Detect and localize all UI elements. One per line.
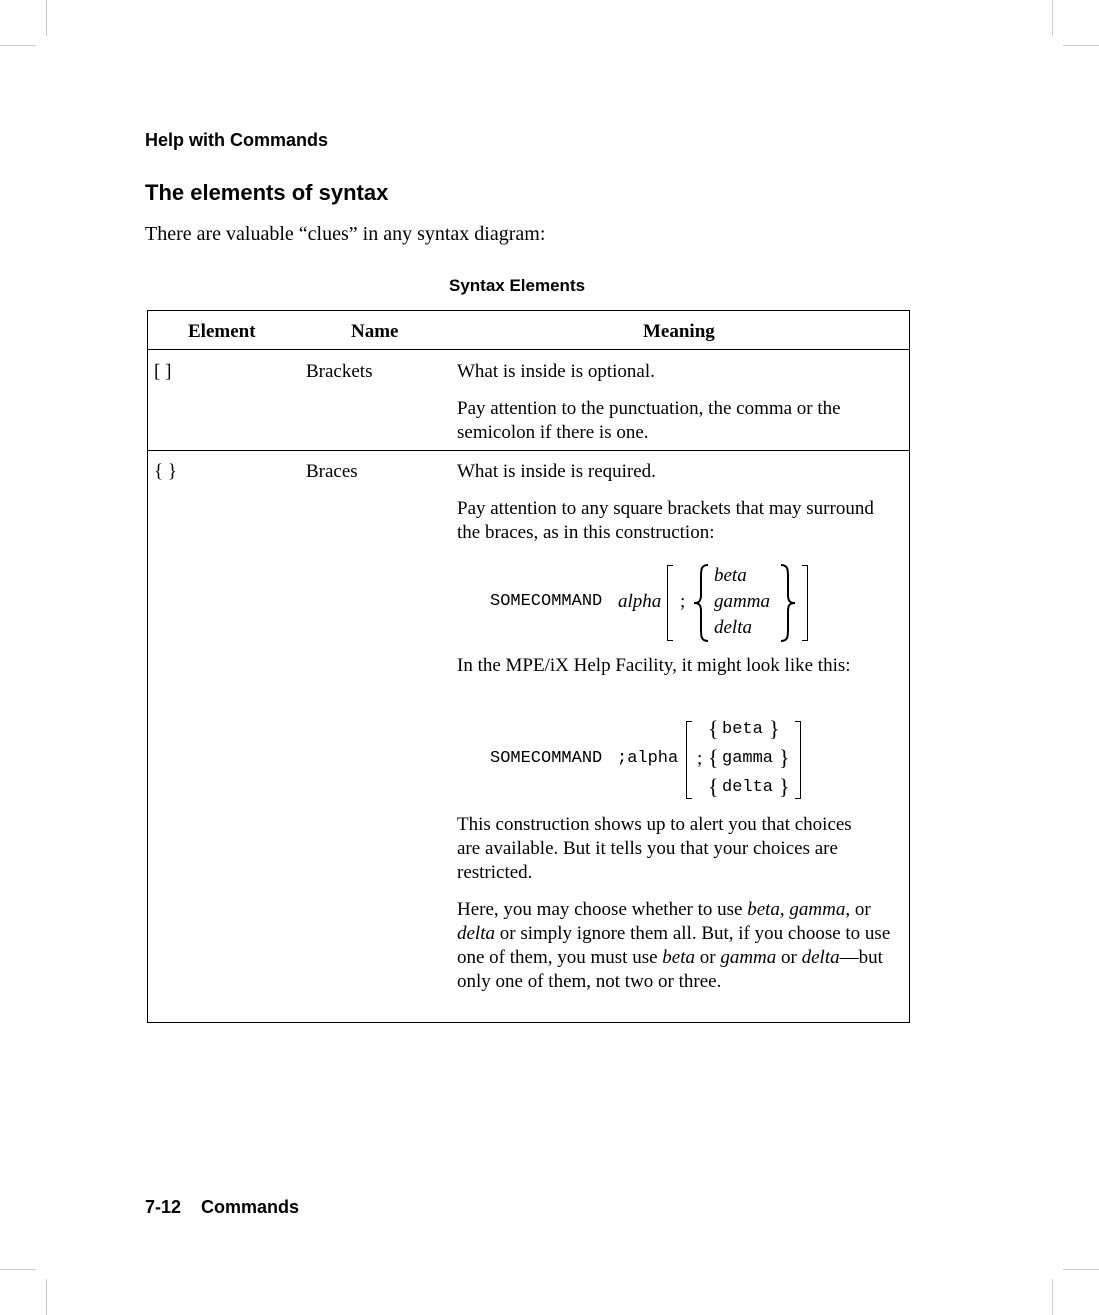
separator: ; [680,591,686,612]
separator: ; [697,748,703,769]
brace-left-icon [692,563,710,643]
running-head: Help with Commands [145,130,329,150]
element-cell: { } [154,461,177,482]
chapter-name: Commands [201,1197,300,1217]
choice: delta [714,617,752,638]
crop-mark [46,0,47,36]
page-number: 7-12 [145,1197,182,1217]
crop-mark [1063,1269,1099,1270]
optional-bracket-left [667,565,673,641]
section-title: The elements of syntax [145,180,389,205]
meaning-text: What is inside is optional. [457,361,655,382]
parameter: alpha [618,591,662,612]
command-name: SOMECOMMAND [490,749,603,768]
column-header-name: Name [351,321,399,342]
choice: gamma [722,749,774,768]
crop-mark [0,45,36,46]
brace-right-icon [779,563,797,643]
column-header-element: Element [188,321,256,342]
crop-mark [1063,45,1099,46]
choice: beta [714,565,747,586]
choice: gamma [714,591,770,612]
column-header-meaning: Meaning [643,321,715,342]
meaning-text: Here, you may choose whether to use beta, gamma, or delta or simply ignore them all. But, if you choose to use one of them, you must use beta or gamma or delta—but only one of them, not two or three. [457,899,891,992]
crop-mark [46,1279,47,1315]
crop-mark [0,1269,36,1270]
parameter: ;alpha [617,749,679,768]
intro-text: There are valuable “clues” in any syntax diagram: [145,223,546,245]
optional-bracket-right [802,565,808,641]
choice: beta [722,720,763,739]
meaning-text: This construction shows up to alert you that choices are available. But it tells you that your choices are restricted. [457,814,852,883]
meaning-text: In the MPE/iX Help Facility, it might look like this: [457,655,851,676]
choice: delta [722,778,774,797]
table-caption: Syntax Elements [449,276,586,295]
optional-bracket-left [686,721,692,799]
meaning-text: What is inside is required. [457,461,656,482]
name-cell: Braces [306,461,358,482]
meaning-text: Pay attention to the punctuation, the comma or the semicolon if there is one. [457,398,841,443]
command-name: SOMECOMMAND [490,592,603,611]
crop-mark [1052,1279,1053,1315]
optional-bracket-right [795,721,801,799]
crop-mark [1052,0,1053,36]
page-footer [145,1197,299,1218]
meaning-text: Pay attention to any square brackets that may surround the braces, as in this construction: [457,498,874,543]
name-cell: Brackets [306,361,373,382]
element-cell: [ ] [154,361,172,382]
